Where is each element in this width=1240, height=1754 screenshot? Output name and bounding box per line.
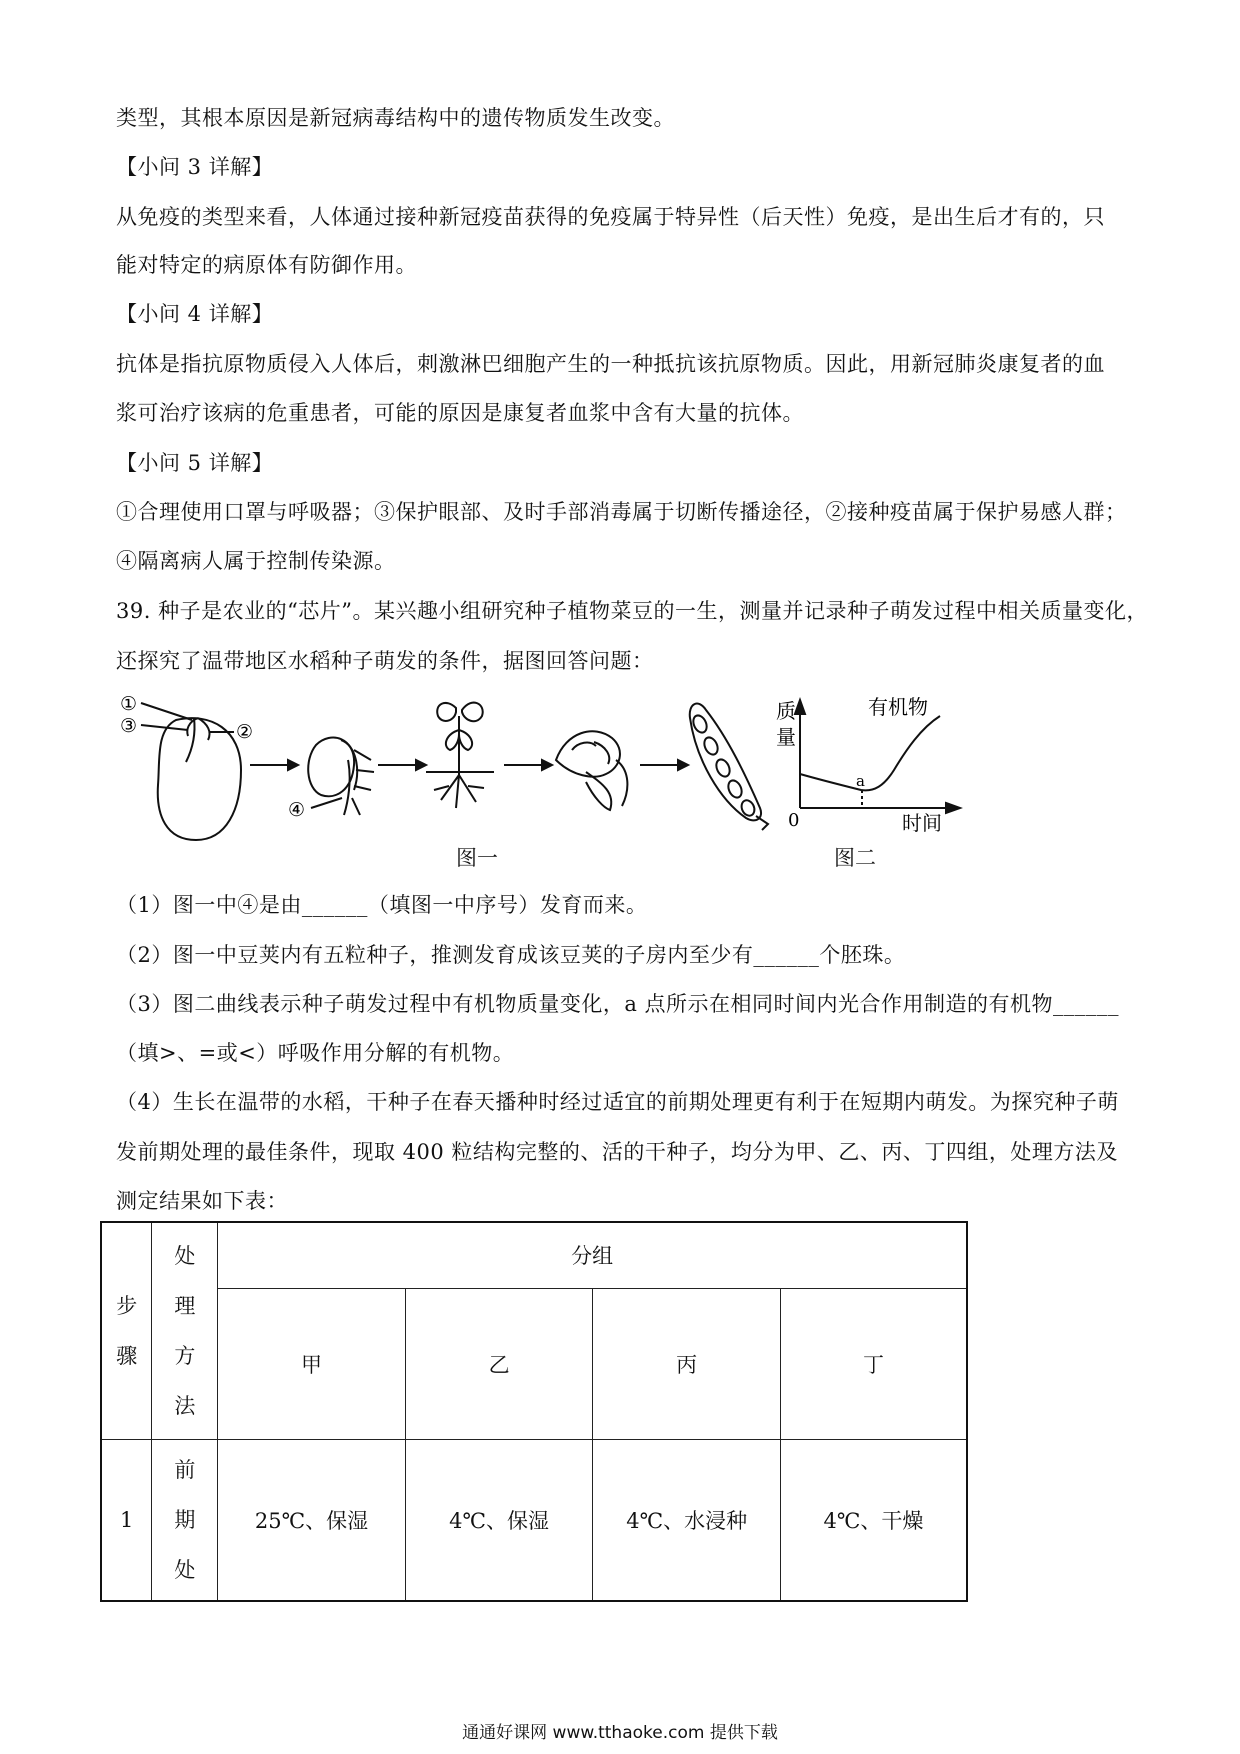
point-a-label: a bbox=[856, 772, 865, 790]
arrow-4 bbox=[640, 760, 688, 770]
arrow-1 bbox=[250, 760, 298, 770]
fig1-label-1: ① bbox=[120, 693, 138, 715]
group-yi: 乙 bbox=[405, 1288, 593, 1439]
row1-bing: 4℃、水浸种 bbox=[593, 1439, 781, 1601]
row1-ding: 4℃、干燥 bbox=[780, 1439, 967, 1601]
question-4-cont: 测定结果如下表： bbox=[116, 1189, 288, 1213]
question-3-cont: （填>、=或<）呼吸作用分解的有机物。 bbox=[116, 1041, 515, 1065]
seedling-illustration bbox=[426, 703, 494, 808]
group-bing: 丙 bbox=[593, 1288, 781, 1439]
footer-watermark: 通通好课网 www.tthaoke.com 提供下载 bbox=[462, 1723, 778, 1743]
question-1: （1）图一中④是由______（填图一中序号）发育而来。 bbox=[116, 893, 648, 917]
arrow-2 bbox=[378, 760, 426, 770]
question-3: （3）图二曲线表示种子萌发过程中有机物质量变化，a 点所示在相同时间内光合作用制造的有机物______ bbox=[116, 992, 1120, 1016]
row1-jia: 25℃、保湿 bbox=[218, 1439, 406, 1601]
group-jia: 甲 bbox=[218, 1288, 406, 1439]
row1-yi: 4℃、保湿 bbox=[405, 1439, 593, 1601]
paragraph-line: 浆可治疗该病的危重患者，可能的原因是康复者血浆中含有大量的抗体。 bbox=[116, 401, 804, 425]
origin-label: 0 bbox=[788, 810, 800, 831]
germinating-seed-illustration bbox=[308, 738, 374, 815]
figure-area bbox=[116, 690, 996, 870]
fig1-label-4: ④ bbox=[288, 799, 306, 821]
row1-step: 1 bbox=[101, 1439, 152, 1601]
group-ding: 丁 bbox=[780, 1288, 967, 1439]
paragraph-line: 能对特定的病原体有防御作用。 bbox=[116, 253, 417, 277]
bean-pod-illustration bbox=[690, 704, 768, 830]
paragraph-line: 抗体是指抗原物质侵入人体后，刺激淋巴细胞产生的一种抵抗该抗原物质。因此，用新冠肺炎康复者的血 bbox=[116, 352, 1105, 376]
bean-seed-illustration bbox=[141, 703, 241, 840]
section-heading-q5: 【小问 5 详解】 bbox=[116, 451, 274, 475]
y-axis-label-char1: 质 bbox=[776, 699, 796, 723]
treatment-table bbox=[100, 1221, 968, 1602]
figure-1-caption: 图一 bbox=[456, 846, 498, 870]
flower-illustration bbox=[556, 731, 627, 810]
y-axis-label-char2: 量 bbox=[776, 725, 796, 749]
organic-matter-curve bbox=[800, 716, 940, 790]
arrow-3 bbox=[504, 760, 552, 770]
section-heading-q3: 【小问 3 详解】 bbox=[116, 155, 274, 179]
section-heading-q4: 【小问 4 详解】 bbox=[116, 302, 274, 326]
fig1-label-2: ② bbox=[236, 721, 254, 743]
paragraph-line: 从免疫的类型来看，人体通过接种新冠疫苗获得的免疫属于特异性（后天性）免疫，是出生后才有的，只 bbox=[116, 205, 1105, 229]
question-4-cont: 发前期处理的最佳条件，现取 400 粒结构完整的、活的干种子，均分为甲、乙、丙、丁四组，处理方法及 bbox=[116, 1140, 1118, 1164]
question-2: （2）图一中豆荚内有五粒种子，推测发育成该豆荚的子房内至少有______个胚珠。 bbox=[116, 943, 906, 967]
x-axis-label: 时间 bbox=[902, 811, 942, 835]
paragraph-line: ①合理使用口罩与呼吸器；③保护眼部、及时手部消毒属于切断传播途径，②接种疫苗属于保护易感人群； bbox=[116, 500, 1127, 524]
fig1-label-3: ③ bbox=[120, 715, 138, 737]
paragraph-line: 类型，其根本原因是新冠病毒结构中的遗传物质发生改变。 bbox=[116, 106, 675, 130]
header-step: 步 骤 bbox=[101, 1222, 152, 1439]
question-4: （4）生长在温带的水稻，干种子在春天播种时经过适宜的前期处理更有利于在短期内萌发。为探究种子萌 bbox=[116, 1090, 1119, 1114]
figure-2-caption: 图二 bbox=[834, 846, 876, 870]
row1-method: 前 期 处 bbox=[152, 1439, 218, 1601]
figure-1-seed-lifecycle bbox=[116, 690, 996, 870]
question-39-stem: 39. 种子是农业的“芯片”。某兴趣小组研究种子植物菜豆的一生，测量并记录种子萌发过程中相关质量变化， bbox=[116, 599, 1149, 623]
header-groups: 分组 bbox=[218, 1222, 967, 1288]
curve-label: 有机物 bbox=[868, 695, 928, 719]
paragraph-line: ④隔离病人属于控制传染源。 bbox=[116, 549, 396, 573]
question-39-stem: 还探究了温带地区水稻种子萌发的条件，据图回答问题： bbox=[116, 649, 654, 673]
header-method: 处 理 方 法 bbox=[152, 1222, 218, 1439]
